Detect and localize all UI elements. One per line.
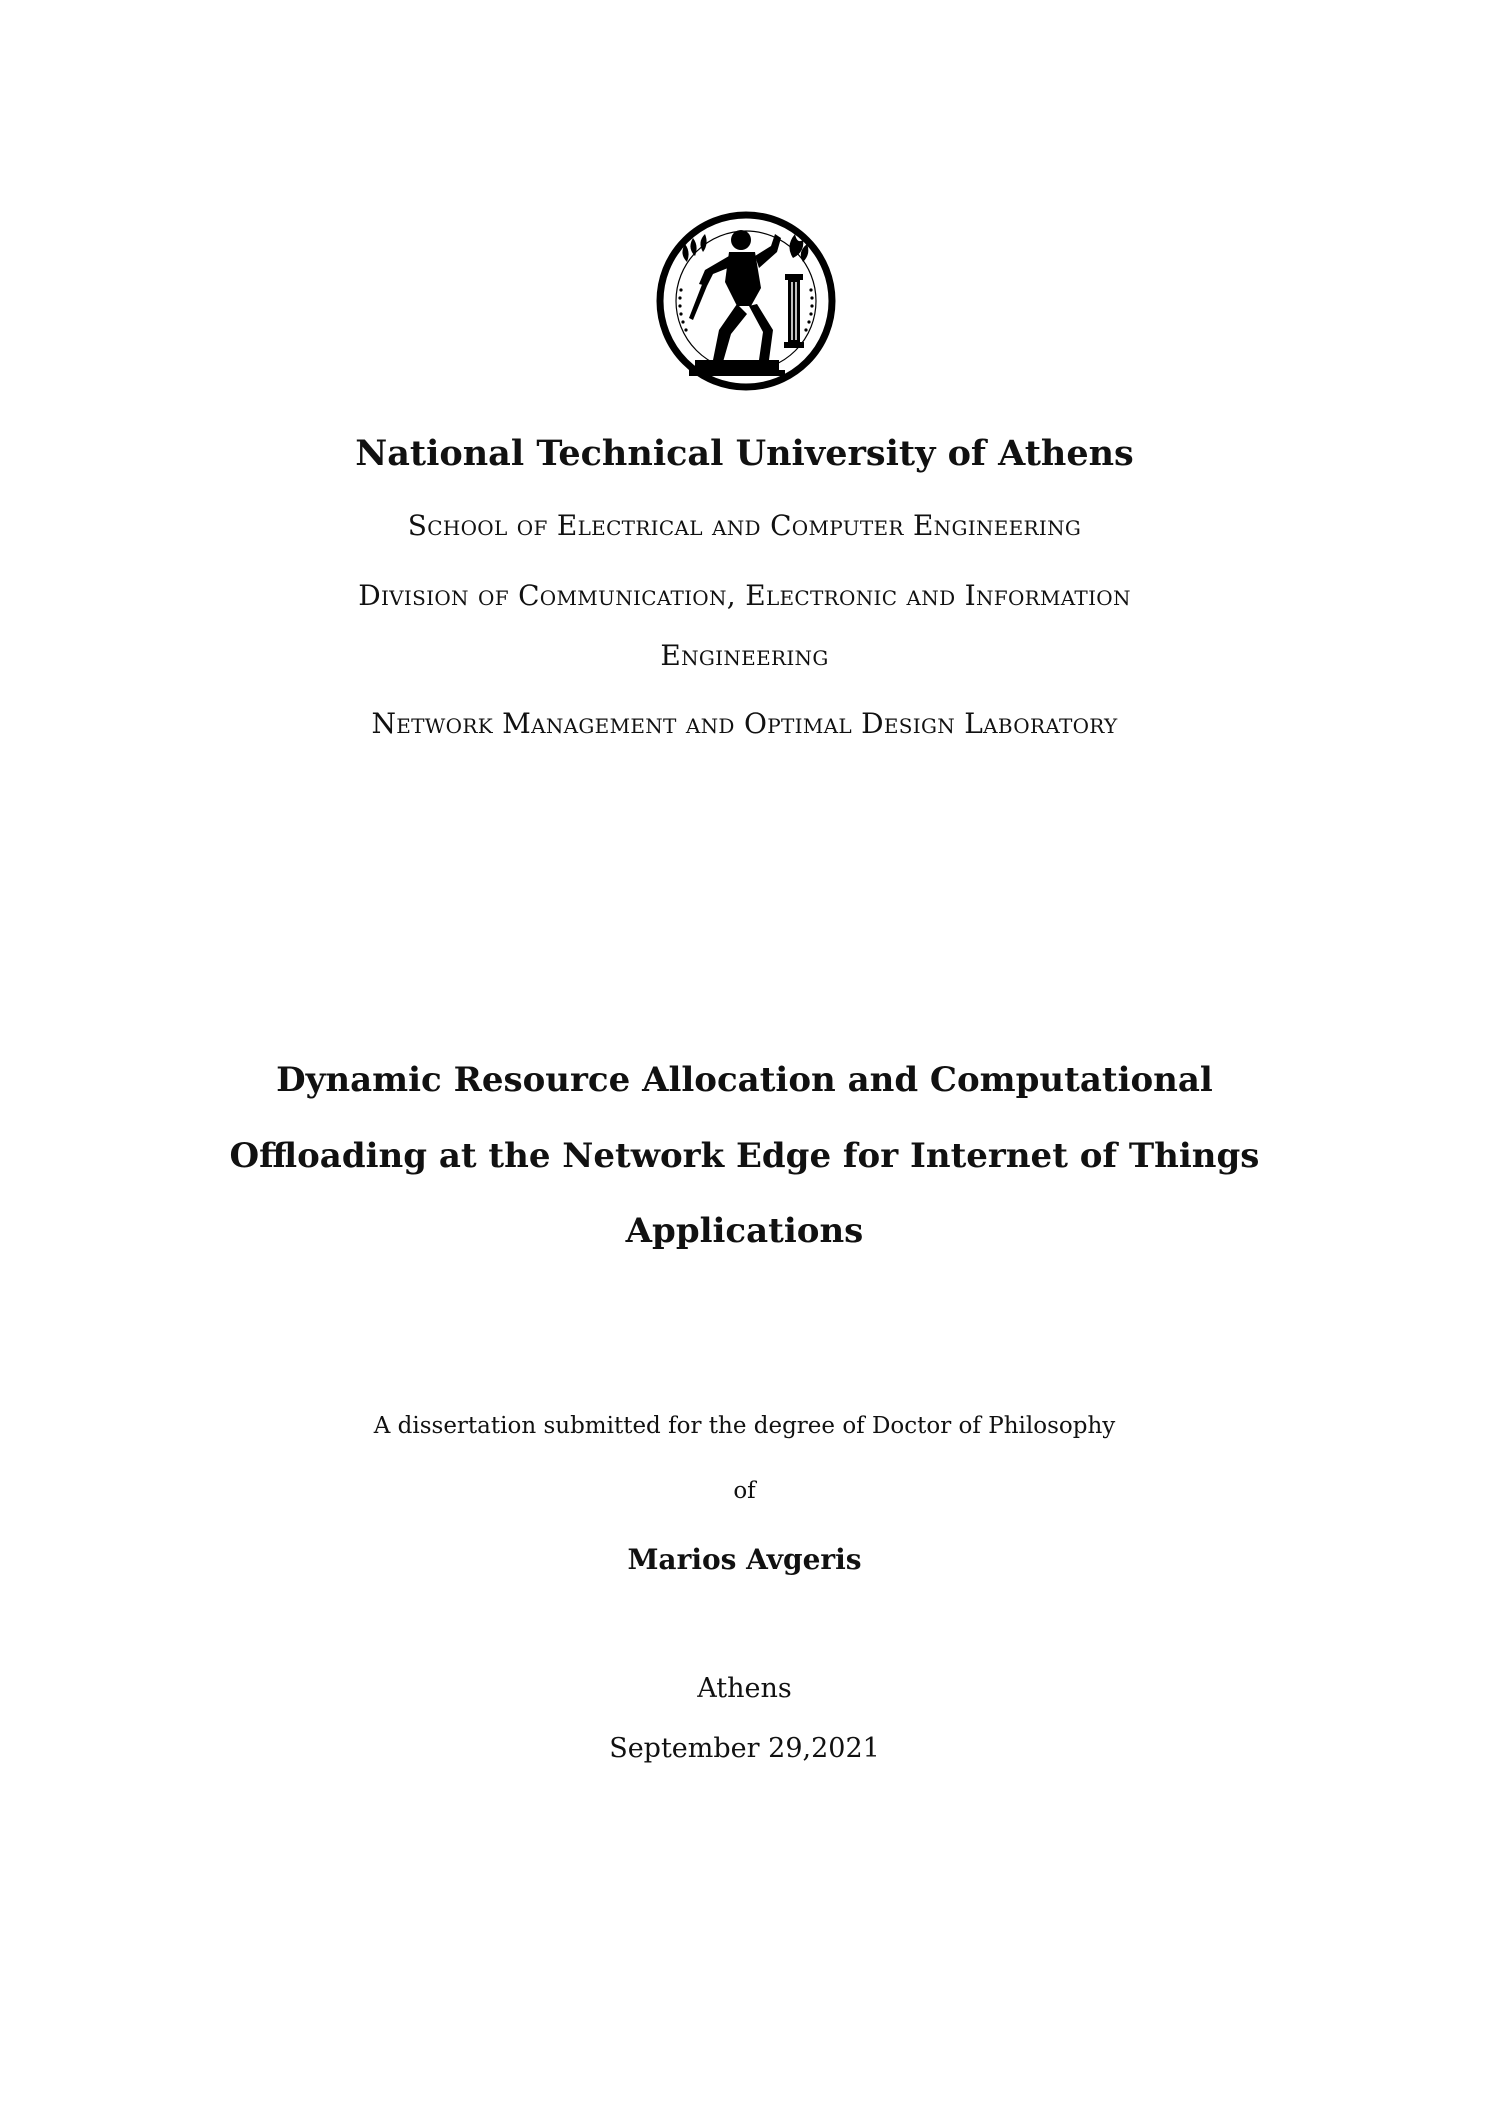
division-name-line-2: Engineering [660, 639, 829, 672]
school-name: School of Electrical and Computer Engineering [407, 509, 1082, 542]
dissertation-title-line-3: Applications [625, 1211, 864, 1251]
dissertation-title-line-2: Offloading at the Network Edge for Internet of Things [229, 1136, 1260, 1176]
university-seal-icon [655, 210, 837, 392]
dissertation-title-line-1: Dynamic Resource Allocation and Computational [276, 1060, 1213, 1100]
division-name-line-1: Division of Communication, Electronic and Information [358, 579, 1131, 612]
laboratory-name: Network Management and Optimal Design Laboratory [371, 707, 1118, 740]
submission-statement: A dissertation submitted for the degree of Doctor of Philosophy [373, 1413, 1116, 1439]
city-name: Athens [697, 1673, 792, 1704]
university-name: National Technical University of Athens [355, 433, 1134, 474]
of-text: of [733, 1478, 756, 1504]
submission-date: September 29,2021 [609, 1733, 880, 1764]
author-name: Marios Avgeris [627, 1543, 862, 1576]
